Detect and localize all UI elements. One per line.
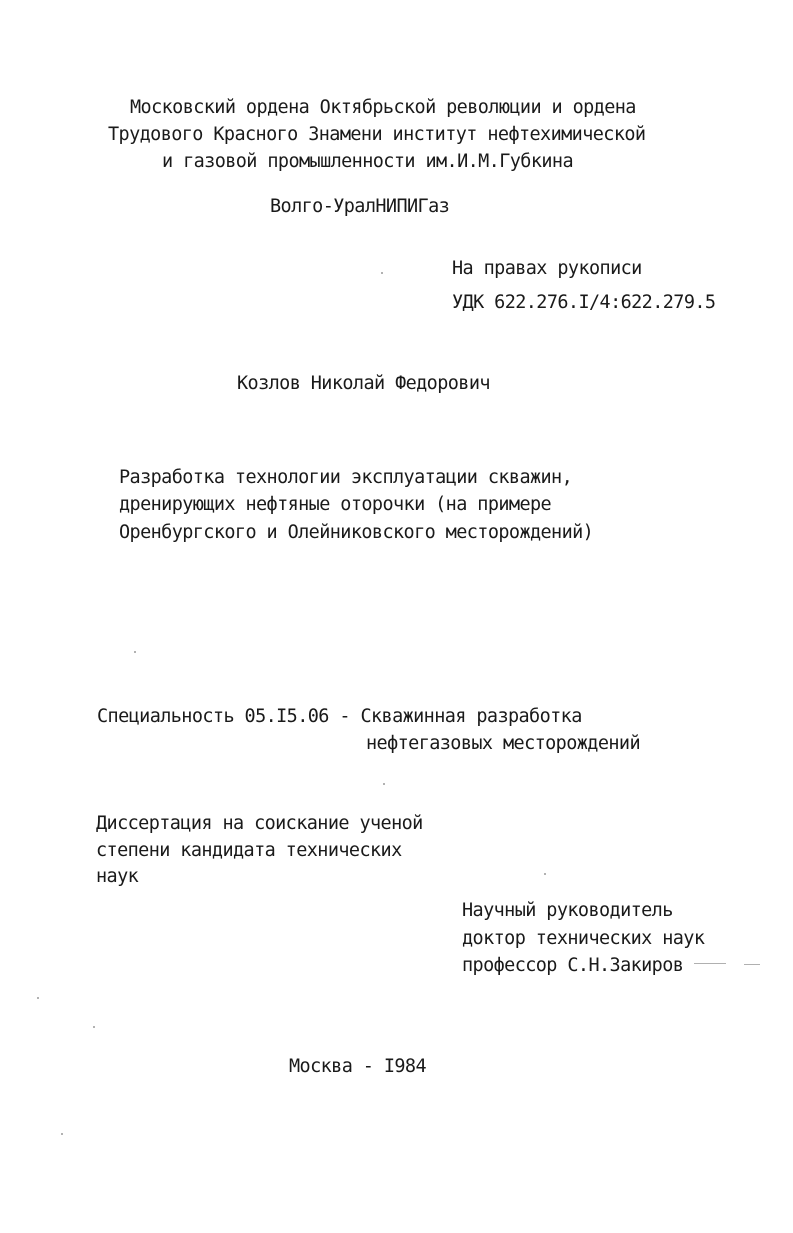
scan-speck <box>93 1026 95 1028</box>
supervisor-line-1: Научный руководитель <box>462 900 673 921</box>
specialty-line-1: Специальность 05.I5.06 - Скважинная разработка <box>97 706 582 727</box>
institution-line-3: и газовой промышленности им.И.М.Губкина <box>162 151 573 172</box>
scan-dash <box>694 963 726 964</box>
institution-line-1: Московский ордена Октябрьской революции и ордена <box>130 97 636 118</box>
specialty-line-2: нефтегазовых месторождений <box>366 733 640 754</box>
organization-name: Волго-УралНИПИГаз <box>270 196 450 217</box>
scan-dash <box>744 964 760 965</box>
supervisor-line-3: профессор С.Н.Закиров <box>462 955 684 976</box>
thesis-title-line-1: Разработка технологии эксплуатации скважин, <box>119 467 573 488</box>
scan-speck <box>383 783 385 785</box>
supervisor-line-2: доктор технических наук <box>462 928 705 949</box>
thesis-title-line-2: дренирующих нефтяные оторочки (на примере <box>119 494 552 515</box>
author-name: Козлов Николай Федорович <box>237 373 490 394</box>
scan-speck <box>61 1133 63 1135</box>
institution-line-2: Трудового Красного Знамени институт нефтехимической <box>108 124 646 145</box>
scan-speck <box>544 873 546 875</box>
scan-speck <box>381 272 383 274</box>
udc-code: УДК 622.276.I/4:622.279.5 <box>452 292 716 313</box>
dissertation-line-1: Диссертация на соискание ученой <box>96 813 423 834</box>
manuscript-rights-notice: На правах рукописи <box>452 258 642 279</box>
scan-speck <box>134 651 136 653</box>
dissertation-line-3: наук <box>96 866 139 887</box>
thesis-title-line-3: Оренбургского и Олейниковского месторождений) <box>119 522 594 543</box>
scan-speck <box>37 997 39 999</box>
dissertation-line-2: степени кандидата технических <box>96 840 402 861</box>
city-year: Москва - I984 <box>289 1056 426 1077</box>
